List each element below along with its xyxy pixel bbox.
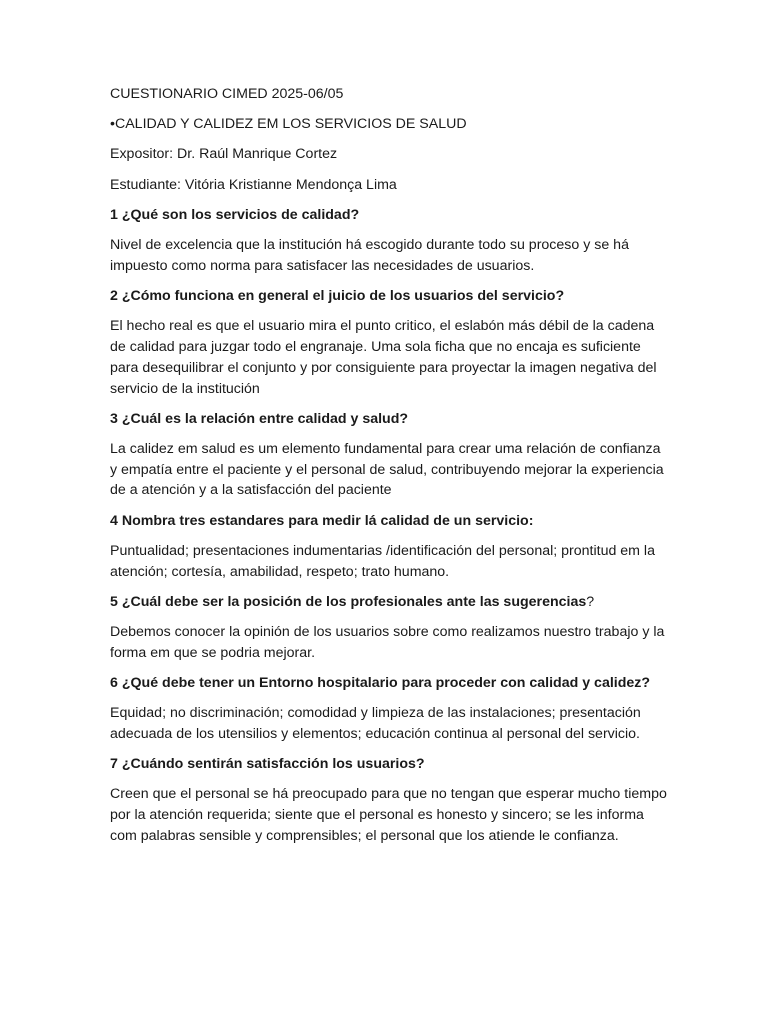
document-topic: •CALIDAD Y CALIDEZ EM LOS SERVICIOS DE SALUD: [110, 116, 467, 133]
question-4: 4 Nombra tres estandares para medir lá calidad de un servicio:: [110, 512, 534, 529]
answer-3: La calidez em salud es um elemento fundamental para crear uma relación de confianza y empatía entre el paciente y el personal de salud, contribuyendo mejorar la experiencia de a atención y a la satisfacción del paciente: [110, 440, 664, 499]
question-5: [110, 592, 670, 613]
question-7: 7 ¿Cuándo sentirán satisfacción los usuarios?: [110, 756, 425, 773]
speaker-line: Expositor: Dr. Raúl Manrique Cortez: [110, 146, 338, 163]
question-5-mark: ?: [586, 593, 595, 610]
question-2: 2 ¿Cómo funciona en general el juicio de los usuarios del servicio?: [110, 287, 565, 304]
question-1: 1 ¿Qué son los servicios de calidad?: [110, 206, 360, 223]
answer-4: Puntualidad; presentaciones indumentarias /identificación del personal; prontitud em la atención; cortesía, amabilidad, respeto; trato humano.: [110, 542, 655, 580]
question-6: 6 ¿Qué debe tener un Entorno hospitalario para proceder con calidad y calidez?: [110, 675, 651, 691]
question-3: 3 ¿Cuál es la relación entre calidad y salud?: [110, 410, 409, 427]
question-5-text: 5 ¿Cuál debe ser la posición de los profesionales ante las sugerencias: [110, 593, 587, 610]
answer-2: El hecho real es que el usuario mira el punto critico, el eslabón más débil de la cadena de calidad para juzgar todo el engranaje. Uma sola ficha que no encaja es suficiente para desequilibrar el conjunto y por consiguiente para proyectar la imagen negativa del servicio de la institución: [110, 318, 657, 397]
answer-5: Debemos conocer la opinión de los usuarios sobre como realizamos nuestro trabajo y la forma em que se podria mejorar.: [110, 624, 665, 661]
answer-7: Creen que el personal se há preocupado para que no tengan que esperar mucho tiempo por la atención requerida; siente que el personal es honesto y sincero; se les informa com palabras sensible y comprensibles; el personal que los atiende le confianza.: [110, 786, 667, 844]
student-line: Estudiante: Vitória Kristianne Mendonça Lima: [110, 176, 397, 193]
answer-6: Equidad; no discriminación; comodidad y limpieza de las instalaciones; presentación adecuada de los utensilios y elementos; educación continua al personal del servicio.: [110, 705, 641, 742]
document-page: [110, 84, 670, 856]
answer-1: Nivel de excelencia que la institución há escogido durante todo su proceso y se há impuesto como norma para satisfacer las necesidades de usuarios.: [110, 236, 629, 274]
document-title: CUESTIONARIO CIMED 2025-06/05: [110, 86, 344, 102]
